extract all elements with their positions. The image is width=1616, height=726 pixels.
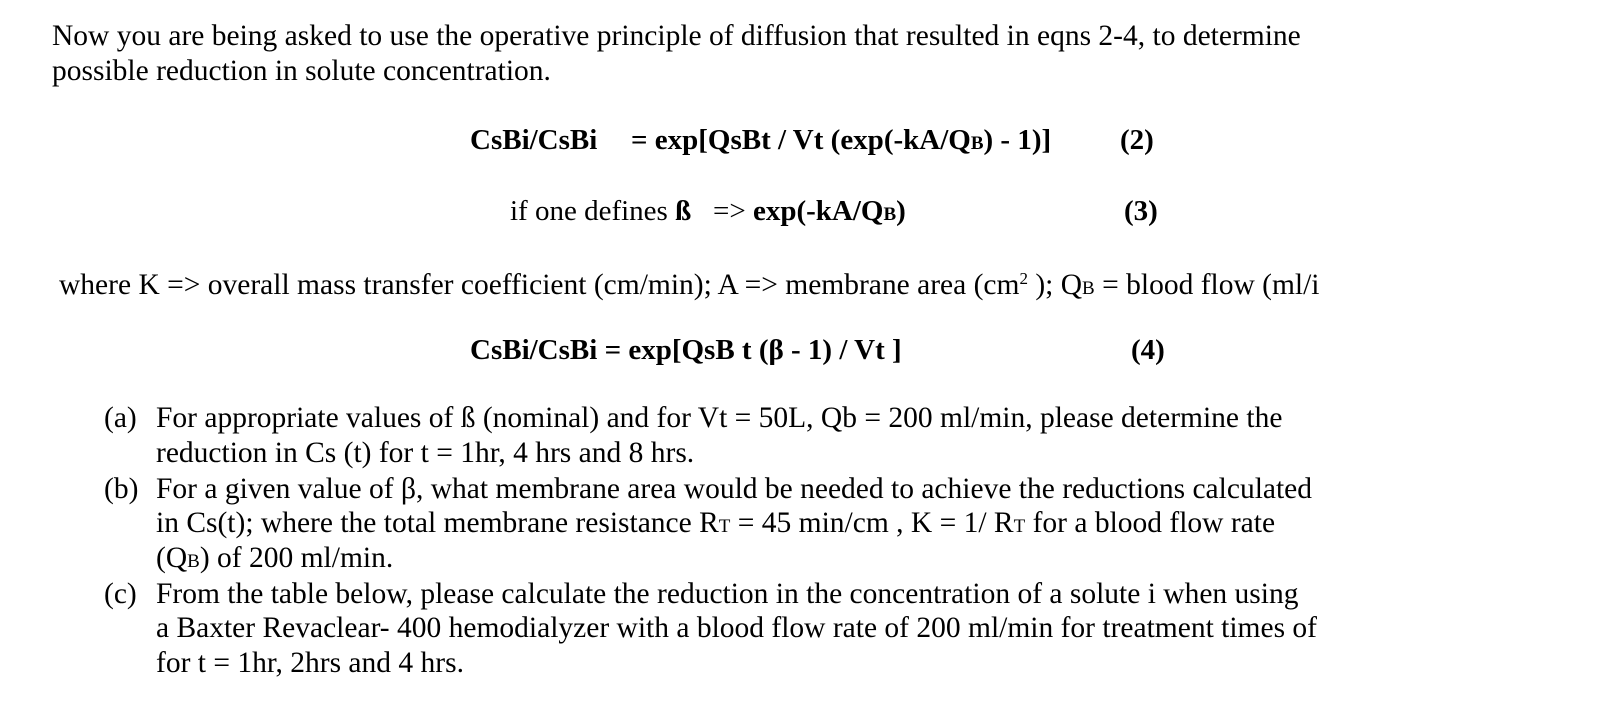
question-b-line-1: For a given value of β, what membrane area would be needed to achieve the reductions calculated	[156, 473, 1313, 505]
equation-2-rhs: = exp[QsBt / Vt (exp(-kA/QB) - 1)]	[631, 124, 1052, 156]
question-a-line-2: reduction in Cs (t) for t = 1hr, 4 hrs and 8 hrs.	[156, 437, 695, 469]
question-b-line-2: in Cs(t); where the total membrane resistance RT = 45 min/cm , K = 1/ RT for a blood flow rate	[156, 507, 1276, 539]
equation-4-number: (4)	[1131, 334, 1165, 366]
intro-line-2: possible reduction in solute concentration.	[52, 55, 551, 87]
equation-2-number: (2)	[1120, 124, 1154, 156]
question-b-line-3: (QB) of 200 ml/min.	[156, 542, 394, 574]
equation-3-text: if one defines ß => exp(-kA/QB)	[510, 195, 906, 227]
intro-line-1: Now you are being asked to use the operative principle of diffusion that resulted in eqns 2-4, to determine	[52, 20, 1301, 52]
question-a-label: (a)	[104, 402, 137, 434]
equation-4-text: CsBi/CsBi = exp[QsB t (β - 1) / Vt ]	[470, 334, 902, 366]
question-a-line-1: For appropriate values of ß (nominal) and for Vt = 50L, Qb = 200 ml/min, please determine the	[156, 402, 1283, 434]
equation-3-number: (3)	[1124, 195, 1158, 227]
question-c-line-3: for t = 1hr, 2hrs and 4 hrs.	[156, 647, 464, 679]
definitions-line: where K => overall mass transfer coefficient (cm/min); A => membrane area ($cm^2$ ); QB = blood flow (ml/i	[59, 269, 1320, 301]
question-c-line-1: From the table below, please calculate the reduction in the concentration of a solute i when using	[156, 578, 1299, 610]
question-b-label: (b)	[104, 473, 139, 505]
question-c-line-2: a Baxter Revaclear- 400 hemodialyzer with a blood flow rate of 200 ml/min for treatment times of	[156, 612, 1318, 644]
beta-symbol: ß	[675, 195, 692, 227]
question-c-label: (c)	[104, 578, 137, 610]
equation-2-lhs: CsBi/CsBi	[470, 124, 598, 156]
